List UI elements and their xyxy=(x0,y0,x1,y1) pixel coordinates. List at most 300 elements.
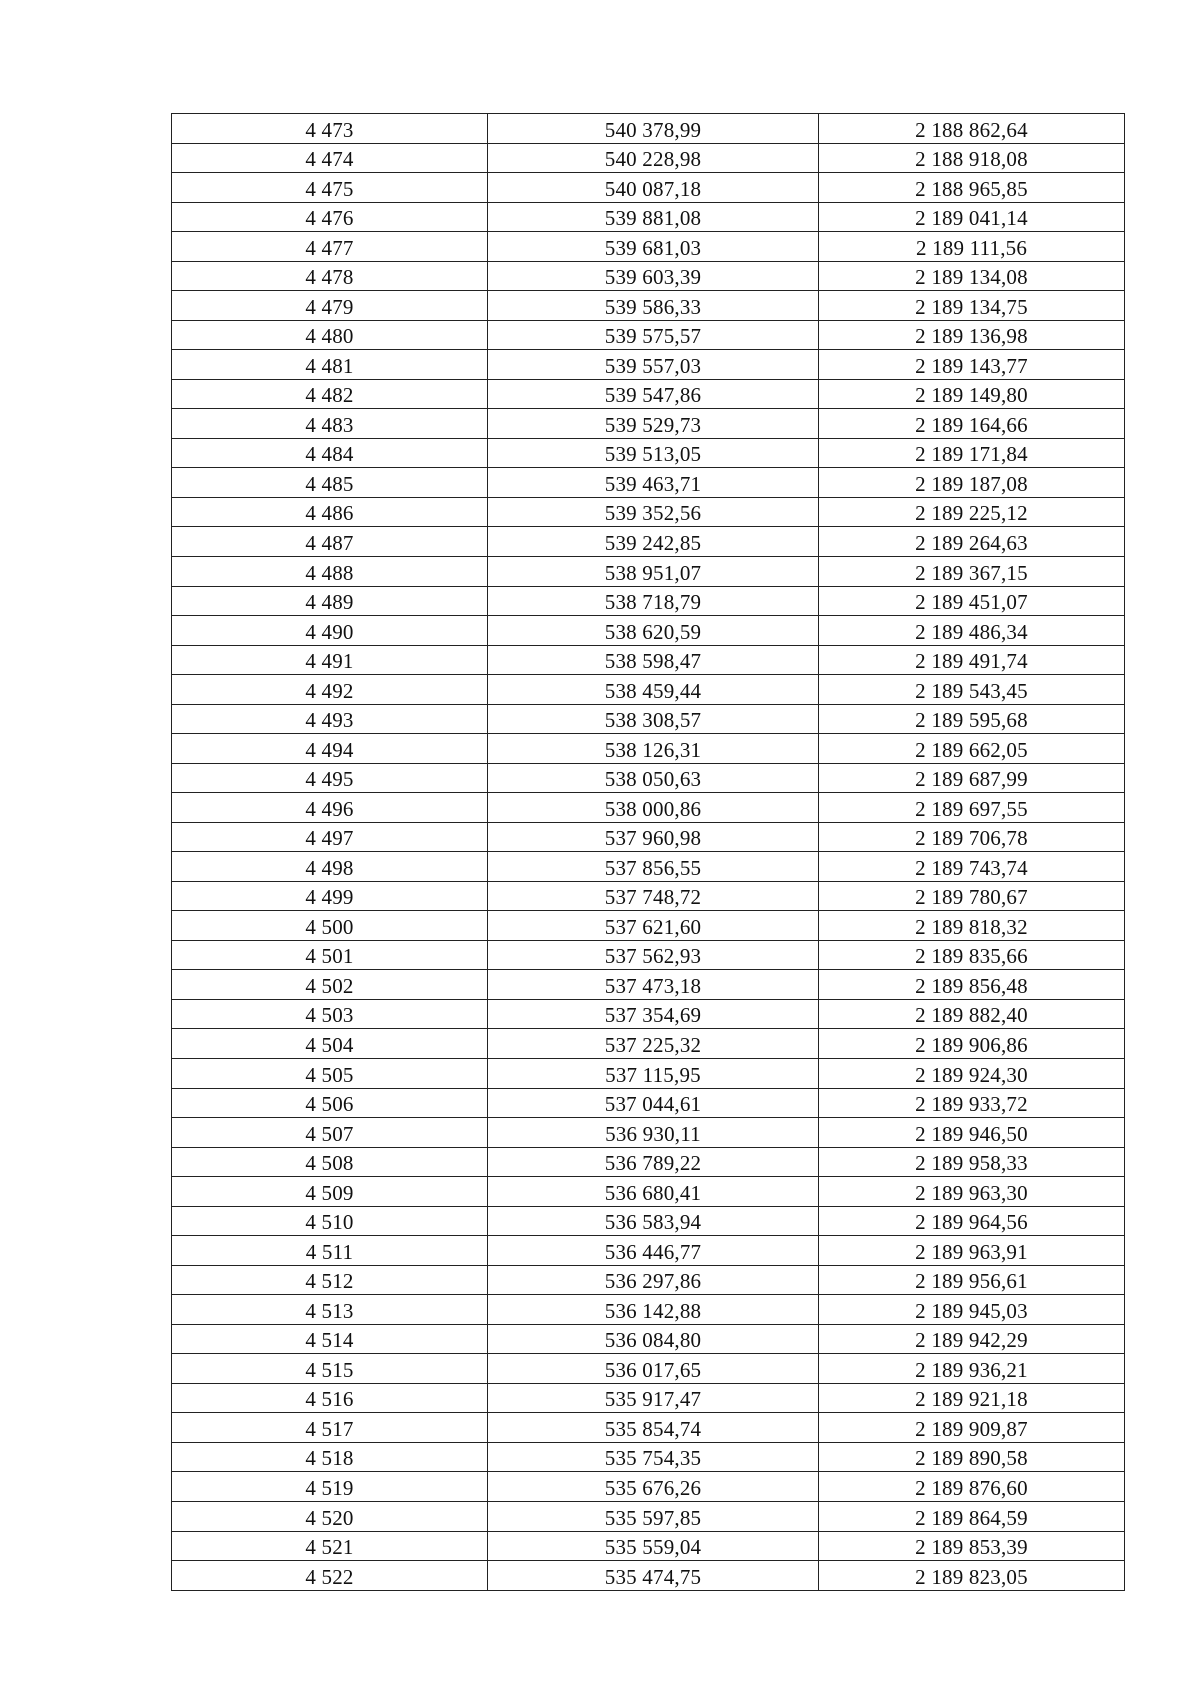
cell-text: 540 228,98 xyxy=(604,147,702,172)
y-coordinate-cell xyxy=(819,114,1125,144)
cell-text: 538 951,07 xyxy=(604,560,702,585)
point-number-cell xyxy=(172,1118,488,1148)
table-row xyxy=(172,1236,1125,1266)
point-number-cell xyxy=(172,616,488,646)
y-coordinate-cell xyxy=(819,1501,1125,1531)
cell-text: 4 478 xyxy=(305,265,354,290)
x-coordinate-cell xyxy=(488,1088,819,1118)
cell-text: 2 189 743,74 xyxy=(915,855,1028,880)
cell-text: 4 485 xyxy=(305,471,354,496)
cell-text: 4 476 xyxy=(305,206,354,231)
point-number-cell xyxy=(172,261,488,291)
point-number-cell xyxy=(172,645,488,675)
point-number-cell xyxy=(172,1265,488,1295)
cell-text: 539 352,56 xyxy=(604,501,702,526)
cell-text: 535 474,75 xyxy=(604,1564,702,1589)
y-coordinate-cell xyxy=(819,497,1125,527)
x-coordinate-cell xyxy=(488,261,819,291)
cell-text: 4 484 xyxy=(305,442,354,467)
cell-text: 537 856,55 xyxy=(604,855,702,880)
cell-text: 2 189 882,40 xyxy=(915,1003,1028,1028)
table-row xyxy=(172,143,1125,173)
cell-text: 537 960,98 xyxy=(604,826,702,851)
y-coordinate-cell xyxy=(819,940,1125,970)
y-coordinate-cell xyxy=(819,409,1125,439)
y-coordinate-cell xyxy=(819,468,1125,498)
cell-text: 2 189 041,14 xyxy=(915,206,1028,231)
table-row xyxy=(172,1177,1125,1207)
y-coordinate-cell xyxy=(819,1177,1125,1207)
cell-text: 539 529,73 xyxy=(604,412,702,437)
y-coordinate-cell xyxy=(819,1383,1125,1413)
x-coordinate-cell xyxy=(488,616,819,646)
point-number-cell xyxy=(172,438,488,468)
cell-text: 2 189 143,77 xyxy=(915,353,1028,378)
table-row xyxy=(172,1118,1125,1148)
y-coordinate-cell xyxy=(819,232,1125,262)
cell-text: 539 547,86 xyxy=(604,383,702,408)
y-coordinate-cell xyxy=(819,704,1125,734)
cell-text: 537 621,60 xyxy=(604,914,702,939)
cell-text: 4 493 xyxy=(305,708,354,733)
cell-text: 535 597,85 xyxy=(604,1505,702,1530)
y-coordinate-cell xyxy=(819,763,1125,793)
x-coordinate-cell xyxy=(488,970,819,1000)
x-coordinate-cell xyxy=(488,114,819,144)
cell-text: 4 514 xyxy=(305,1328,354,1353)
cell-text: 2 188 965,85 xyxy=(915,176,1028,201)
y-coordinate-cell xyxy=(819,881,1125,911)
point-number-cell xyxy=(172,1206,488,1236)
point-number-cell xyxy=(172,1088,488,1118)
point-number-cell xyxy=(172,793,488,823)
x-coordinate-cell xyxy=(488,1501,819,1531)
cell-text: 537 354,69 xyxy=(604,1003,702,1028)
table-row xyxy=(172,675,1125,705)
point-number-cell xyxy=(172,734,488,764)
cell-text: 536 583,94 xyxy=(604,1210,702,1235)
y-coordinate-cell xyxy=(819,1442,1125,1472)
x-coordinate-cell xyxy=(488,468,819,498)
cell-text: 2 189 856,48 xyxy=(915,973,1028,998)
table-row xyxy=(172,1413,1125,1443)
cell-text: 2 189 134,08 xyxy=(915,265,1028,290)
x-coordinate-cell xyxy=(488,675,819,705)
cell-text: 2 189 164,66 xyxy=(915,412,1028,437)
cell-text: 4 506 xyxy=(305,1092,354,1117)
table-row xyxy=(172,734,1125,764)
cell-text: 537 225,32 xyxy=(604,1033,702,1057)
cell-text: 2 189 171,84 xyxy=(915,442,1028,467)
cell-text: 2 189 134,75 xyxy=(915,294,1028,319)
cell-text: 2 189 706,78 xyxy=(915,826,1028,851)
cell-text: 4 475 xyxy=(305,176,354,201)
cell-text: 539 463,71 xyxy=(604,471,702,496)
x-coordinate-cell xyxy=(488,1472,819,1502)
x-coordinate-cell xyxy=(488,1236,819,1266)
cell-text: 2 189 963,91 xyxy=(915,1239,1028,1264)
cell-text: 4 487 xyxy=(305,530,354,555)
table-row xyxy=(172,438,1125,468)
point-number-cell xyxy=(172,1029,488,1059)
cell-text: 540 087,18 xyxy=(604,176,702,201)
cell-text: 4 512 xyxy=(305,1269,354,1294)
cell-text: 4 503 xyxy=(305,1003,354,1028)
y-coordinate-cell xyxy=(819,1561,1125,1591)
point-number-cell xyxy=(172,143,488,173)
table-row xyxy=(172,970,1125,1000)
cell-text: 538 000,86 xyxy=(604,796,702,821)
table-row xyxy=(172,261,1125,291)
point-number-cell xyxy=(172,232,488,262)
point-number-cell xyxy=(172,1531,488,1561)
x-coordinate-cell xyxy=(488,822,819,852)
table-row xyxy=(172,1265,1125,1295)
x-coordinate-cell xyxy=(488,1354,819,1384)
y-coordinate-cell xyxy=(819,586,1125,616)
table-row xyxy=(172,1383,1125,1413)
y-coordinate-cell xyxy=(819,1413,1125,1443)
cell-text: 540 378,99 xyxy=(604,117,702,142)
table-row xyxy=(172,793,1125,823)
y-coordinate-cell xyxy=(819,911,1125,941)
cell-text: 4 502 xyxy=(305,973,354,998)
y-coordinate-cell xyxy=(819,970,1125,1000)
y-coordinate-cell xyxy=(819,556,1125,586)
point-number-cell xyxy=(172,1561,488,1591)
x-coordinate-cell xyxy=(488,1442,819,1472)
y-coordinate-cell xyxy=(819,616,1125,646)
point-number-cell xyxy=(172,1413,488,1443)
cell-text: 2 189 111,56 xyxy=(915,235,1028,260)
cell-text: 536 930,11 xyxy=(605,1121,701,1146)
table-row xyxy=(172,350,1125,380)
cell-text: 4 492 xyxy=(305,678,354,703)
point-number-cell xyxy=(172,350,488,380)
table-row xyxy=(172,1531,1125,1561)
cell-text: 4 515 xyxy=(305,1357,354,1382)
cell-text: 2 189 149,80 xyxy=(915,383,1028,408)
cell-text: 4 474 xyxy=(305,147,354,172)
x-coordinate-cell xyxy=(488,586,819,616)
table-row xyxy=(172,616,1125,646)
cell-text: 539 586,33 xyxy=(604,294,702,319)
x-coordinate-cell xyxy=(488,497,819,527)
cell-text: 4 489 xyxy=(305,590,354,615)
cell-text: 4 511 xyxy=(305,1239,354,1264)
table-row xyxy=(172,114,1125,144)
y-coordinate-cell xyxy=(819,1531,1125,1561)
cell-text: 539 603,39 xyxy=(604,265,702,290)
cell-text: 4 480 xyxy=(305,324,354,349)
table-row xyxy=(172,1147,1125,1177)
table-row xyxy=(172,1059,1125,1089)
cell-text: 4 519 xyxy=(305,1475,354,1500)
table-row xyxy=(172,232,1125,262)
cell-text: 2 189 818,32 xyxy=(915,914,1028,939)
cell-text: 537 562,93 xyxy=(604,944,702,969)
point-number-cell xyxy=(172,379,488,409)
point-number-cell xyxy=(172,114,488,144)
x-coordinate-cell xyxy=(488,1324,819,1354)
cell-text: 4 491 xyxy=(305,649,354,674)
table-row xyxy=(172,1206,1125,1236)
table-row xyxy=(172,881,1125,911)
y-coordinate-cell xyxy=(819,734,1125,764)
x-coordinate-cell xyxy=(488,1413,819,1443)
cell-text: 2 189 491,74 xyxy=(915,649,1028,674)
cell-text: 539 575,57 xyxy=(604,324,702,349)
point-number-cell xyxy=(172,173,488,203)
y-coordinate-cell xyxy=(819,822,1125,852)
point-number-cell xyxy=(172,1383,488,1413)
x-coordinate-cell xyxy=(488,291,819,321)
point-number-cell xyxy=(172,1354,488,1384)
cell-text: 2 189 890,58 xyxy=(915,1446,1028,1471)
cell-text: 2 189 942,29 xyxy=(915,1328,1028,1353)
x-coordinate-cell xyxy=(488,793,819,823)
point-number-cell xyxy=(172,468,488,498)
y-coordinate-cell xyxy=(819,379,1125,409)
cell-text: 538 598,47 xyxy=(604,649,702,674)
x-coordinate-cell xyxy=(488,438,819,468)
cell-text: 2 189 367,15 xyxy=(915,560,1028,585)
y-coordinate-cell xyxy=(819,1354,1125,1384)
point-number-cell xyxy=(172,1147,488,1177)
cell-text: 2 189 595,68 xyxy=(915,708,1028,733)
cell-text: 539 557,03 xyxy=(604,353,702,378)
x-coordinate-cell xyxy=(488,1059,819,1089)
cell-text: 4 508 xyxy=(305,1151,354,1176)
cell-text: 4 520 xyxy=(305,1505,354,1530)
x-coordinate-cell xyxy=(488,350,819,380)
x-coordinate-cell xyxy=(488,1265,819,1295)
table-row xyxy=(172,527,1125,557)
point-number-cell xyxy=(172,1442,488,1472)
cell-text: 4 510 xyxy=(305,1210,354,1235)
y-coordinate-cell xyxy=(819,320,1125,350)
table-row xyxy=(172,1442,1125,1472)
table-row xyxy=(172,556,1125,586)
x-coordinate-cell xyxy=(488,202,819,232)
cell-text: 4 495 xyxy=(305,767,354,792)
cell-text: 2 189 876,60 xyxy=(915,1475,1028,1500)
y-coordinate-cell xyxy=(819,350,1125,380)
cell-text: 538 459,44 xyxy=(604,678,702,703)
cell-text: 4 481 xyxy=(305,353,354,378)
cell-text: 538 718,79 xyxy=(604,590,702,615)
cell-text: 4 497 xyxy=(305,826,354,851)
cell-text: 4 473 xyxy=(305,117,354,142)
cell-text: 2 189 921,18 xyxy=(915,1387,1028,1412)
cell-text: 4 494 xyxy=(305,737,354,762)
y-coordinate-cell xyxy=(819,438,1125,468)
y-coordinate-cell xyxy=(819,1206,1125,1236)
y-coordinate-cell xyxy=(819,1295,1125,1325)
table-row xyxy=(172,822,1125,852)
point-number-cell xyxy=(172,202,488,232)
cell-text: 4 518 xyxy=(305,1446,354,1471)
table-row xyxy=(172,1501,1125,1531)
x-coordinate-cell xyxy=(488,379,819,409)
cell-text: 536 789,22 xyxy=(604,1151,702,1176)
cell-text: 2 189 945,03 xyxy=(915,1298,1028,1323)
cell-text: 4 482 xyxy=(305,383,354,408)
cell-text: 4 513 xyxy=(305,1298,354,1323)
cell-text: 536 446,77 xyxy=(604,1239,702,1264)
y-coordinate-cell xyxy=(819,1118,1125,1148)
point-number-cell xyxy=(172,1059,488,1089)
y-coordinate-cell xyxy=(819,1236,1125,1266)
point-number-cell xyxy=(172,527,488,557)
table-row xyxy=(172,409,1125,439)
cell-text: 4 496 xyxy=(305,796,354,821)
point-number-cell xyxy=(172,881,488,911)
cell-text: 535 917,47 xyxy=(604,1387,702,1412)
cell-text: 2 189 451,07 xyxy=(915,590,1028,615)
document-page xyxy=(171,113,1124,1591)
cell-text: 538 050,63 xyxy=(604,767,702,792)
x-coordinate-cell xyxy=(488,734,819,764)
cell-text: 535 676,26 xyxy=(604,1475,702,1500)
cell-text: 2 188 862,64 xyxy=(915,117,1028,142)
x-coordinate-cell xyxy=(488,556,819,586)
y-coordinate-cell xyxy=(819,1324,1125,1354)
y-coordinate-cell xyxy=(819,999,1125,1029)
point-number-cell xyxy=(172,1236,488,1266)
point-number-cell xyxy=(172,291,488,321)
y-coordinate-cell xyxy=(819,1472,1125,1502)
y-coordinate-cell xyxy=(819,527,1125,557)
point-number-cell xyxy=(172,675,488,705)
y-coordinate-cell xyxy=(819,1265,1125,1295)
table-row xyxy=(172,763,1125,793)
point-number-cell xyxy=(172,970,488,1000)
x-coordinate-cell xyxy=(488,409,819,439)
point-number-cell xyxy=(172,1295,488,1325)
point-number-cell xyxy=(172,999,488,1029)
x-coordinate-cell xyxy=(488,1029,819,1059)
x-coordinate-cell xyxy=(488,527,819,557)
x-coordinate-cell xyxy=(488,1383,819,1413)
y-coordinate-cell xyxy=(819,852,1125,882)
cell-text: 539 242,85 xyxy=(604,530,702,555)
x-coordinate-cell xyxy=(488,704,819,734)
point-number-cell xyxy=(172,556,488,586)
cell-text: 4 517 xyxy=(305,1416,354,1441)
cell-text: 538 126,31 xyxy=(604,737,702,762)
cell-text: 4 507 xyxy=(305,1121,354,1146)
cell-text: 2 189 823,05 xyxy=(915,1564,1028,1589)
cell-text: 536 084,80 xyxy=(604,1328,702,1353)
x-coordinate-cell xyxy=(488,881,819,911)
x-coordinate-cell xyxy=(488,320,819,350)
cell-text: 2 188 918,08 xyxy=(915,147,1028,172)
cell-text: 2 189 543,45 xyxy=(915,678,1028,703)
y-coordinate-cell xyxy=(819,202,1125,232)
cell-text: 2 189 687,99 xyxy=(915,767,1028,792)
point-number-cell xyxy=(172,911,488,941)
y-coordinate-cell xyxy=(819,261,1125,291)
cell-text: 2 189 936,21 xyxy=(915,1357,1028,1382)
cell-text: 4 505 xyxy=(305,1062,354,1087)
table-row xyxy=(172,173,1125,203)
point-number-cell xyxy=(172,1501,488,1531)
cell-text: 4 479 xyxy=(305,294,354,319)
y-coordinate-cell xyxy=(819,1147,1125,1177)
x-coordinate-cell xyxy=(488,1561,819,1591)
cell-text: 535 559,04 xyxy=(604,1535,702,1560)
table-row xyxy=(172,291,1125,321)
table-row xyxy=(172,1472,1125,1502)
point-number-cell xyxy=(172,320,488,350)
x-coordinate-cell xyxy=(488,852,819,882)
table-row xyxy=(172,1324,1125,1354)
table-row xyxy=(172,852,1125,882)
point-number-cell xyxy=(172,704,488,734)
cell-text: 4 488 xyxy=(305,560,354,585)
cell-text: 4 501 xyxy=(305,944,354,969)
table-row xyxy=(172,1029,1125,1059)
y-coordinate-cell xyxy=(819,173,1125,203)
table-row xyxy=(172,999,1125,1029)
table-row xyxy=(172,379,1125,409)
cell-text: 2 189 662,05 xyxy=(915,737,1028,762)
cell-text: 4 483 xyxy=(305,412,354,437)
cell-text: 4 516 xyxy=(305,1387,354,1412)
point-number-cell xyxy=(172,497,488,527)
table-row xyxy=(172,940,1125,970)
table-row xyxy=(172,1354,1125,1384)
coordinates-table-body xyxy=(172,114,1125,1591)
table-row xyxy=(172,911,1125,941)
cell-text: 2 189 964,56 xyxy=(915,1210,1028,1235)
x-coordinate-cell xyxy=(488,911,819,941)
cell-text: 537 115,95 xyxy=(605,1062,701,1087)
table-row xyxy=(172,320,1125,350)
table-row xyxy=(172,1561,1125,1591)
cell-text: 537 473,18 xyxy=(604,973,702,998)
cell-text: 2 189 853,39 xyxy=(915,1535,1028,1560)
cell-text: 2 189 906,86 xyxy=(915,1033,1028,1057)
cell-text: 536 297,86 xyxy=(604,1269,702,1294)
x-coordinate-cell xyxy=(488,1147,819,1177)
coordinates-table xyxy=(171,113,1125,1591)
cell-text: 539 881,08 xyxy=(604,206,702,231)
table-row xyxy=(172,202,1125,232)
cell-text: 539 513,05 xyxy=(604,442,702,467)
cell-text: 2 189 924,30 xyxy=(915,1062,1028,1087)
cell-text: 4 509 xyxy=(305,1180,354,1205)
cell-text: 4 522 xyxy=(305,1564,354,1589)
cell-text: 4 500 xyxy=(305,914,354,939)
cell-text: 2 189 697,55 xyxy=(915,796,1028,821)
table-row xyxy=(172,1088,1125,1118)
table-row xyxy=(172,497,1125,527)
x-coordinate-cell xyxy=(488,1118,819,1148)
table-row xyxy=(172,468,1125,498)
cell-text: 535 754,35 xyxy=(604,1446,702,1471)
y-coordinate-cell xyxy=(819,143,1125,173)
cell-text: 535 854,74 xyxy=(604,1416,702,1441)
cell-text: 538 620,59 xyxy=(604,619,702,644)
cell-text: 536 017,65 xyxy=(604,1357,702,1382)
cell-text: 2 189 835,66 xyxy=(915,944,1028,969)
y-coordinate-cell xyxy=(819,1029,1125,1059)
x-coordinate-cell xyxy=(488,143,819,173)
cell-text: 537 748,72 xyxy=(604,885,702,910)
point-number-cell xyxy=(172,1177,488,1207)
